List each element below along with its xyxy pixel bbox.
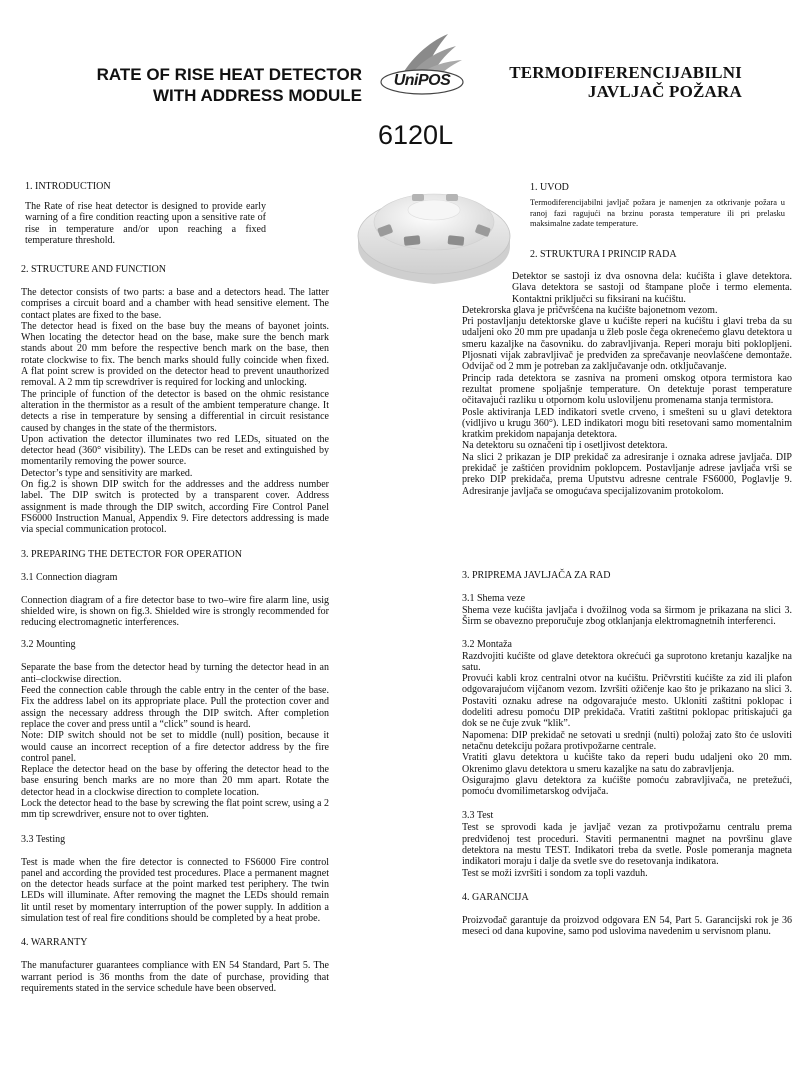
paragraph: Vratiti glavu detektora u kućište tako da reperi budu udaljeni oko 20 mm. Okrenimo glavu detektora u smeru kazaljke na satu do zabravljenja. — [462, 752, 792, 775]
paragraph: Note: DIP switch should not be set to middle (null) position, because it would cause an incorrect reception of a fire detector address by the fire control panel. — [21, 730, 329, 764]
heading-mounting-en: 3.2 Mounting — [21, 639, 76, 651]
heading-test-sr: 3.3 Test — [462, 810, 494, 822]
heading-structure-sr: 2. STRUKTURA I PRINCIP RADA — [530, 249, 677, 260]
paragraph: Upon activation the detector illuminates two red LEDs, situated on the detector head (360° visibility). The LEDs can be reset and extinguished by momentarily removing the power source. — [21, 433, 329, 468]
paragraph: Connection diagram of a fire detector base to two–wire fire alarm line, usig shielded wire, is shown on fig.3. Shielded wire is strongly recommended for reducing electromagnetic interferences. — [21, 594, 329, 629]
paragraph: Detekrorska glava je pričvršćena na kućište bajonetnom vezom. — [462, 304, 718, 316]
heading-warranty-sr: 4. GARANCIJA — [462, 891, 529, 903]
unipos-wing-logo-icon — [380, 32, 464, 106]
serbian-column — [462, 570, 792, 938]
heading-warranty-en: 4. WARRANTY — [21, 937, 88, 949]
title-english-line1: RATE OF RISE HEAT DETECTOR — [96, 65, 362, 84]
paragraph: Shema veze kućišta javljača i dvožilnog voda sa širmom je prikazana na slici 3. Širm se obavezno preporučuje zbog otklanjanja elektromagnetnih interferenci. — [462, 605, 792, 628]
paragraph: Provući kabli kroz centralni otvor na kućištu. Pričvrstiti kućište za zid ili plafon odgovarajućom vijčanom vezom. Izvršiti ožičenje kao što je prikazano na slici 3. Postaviti oznaku adrese na odgovarajuće mesto. Ukloniti zaštitni poklopac i dodeliti adresu pomoću DIP prekidača. Vratiti zaštitni poklopac pritiskajući ga dok se ne čuje zvuk “klik”. — [462, 673, 792, 730]
english-column — [21, 264, 329, 994]
heading-mounting-sr: 3.2 Montaža — [462, 638, 512, 650]
intro-text-sr: Termodiferencijabilni javljač požara je namenjen za otkrivanje požara u ranoj fazi ragujući na brzinu porasta temperature ili pri prelasku maksimalne zadate temperature. — [530, 198, 785, 229]
title-serbian-line2: JAVLJAČ POŽARA — [587, 82, 742, 101]
paragraph: The detector head is fixed on the base buy the means of bayonet joints. When locating the detector head on the base, make sure the bench mark stands about 20 mm before the respective bench mark on the base, then rotate clockwise to fix. The bench marks should fully coincide when fixed. A flat point screw is provided on the detector head to prevent unauthorized removal. A 2 mm tip screwdriver is required for locking and unlocking. — [21, 320, 329, 389]
intro-section-en — [25, 181, 266, 246]
heat-detector-image — [352, 176, 517, 286]
paragraph: Detektor se sastoji iz dva osnovna dela: kućišta i glave detektora. Glava detektora se sastoji od štampane ploče i termo elementa. Kontaktni priključci su fiksirani na kućištu. — [512, 271, 792, 305]
heading-preparing-en: 3. PREPARING THE DETECTOR FOR OPERATION — [21, 548, 242, 560]
heading-structure-en: 2. STRUCTURE AND FUNCTION — [21, 264, 167, 275]
paragraph: Test se moži izvršiti i sondom za topli vazduh. — [462, 867, 648, 879]
heading-scheme-sr: 3.1 Shema veze — [462, 593, 526, 604]
paragraph: The manufacturer guarantees compliance with EN 54 Standard, Part 5. The warrant period is 36 months from the date of purchase, providing that requirements stated in the service schedule have been observed. — [21, 960, 329, 994]
paragraph: Na detektoru su označeni tip i osetljivost detektora. — [462, 440, 668, 452]
logo-text: UniPOS — [393, 72, 451, 89]
heading-testing-en: 3.3 Testing — [21, 833, 66, 845]
structure-heading-box-sr — [530, 249, 785, 261]
intro-section-sr — [530, 182, 785, 230]
paragraph: Posle aktiviranja LED indikatori svetle crveno, i smešteni su u glavi detektora (vidljivo u krugu 360°). LED indikatori mogu biti resetovani samo momentalnim kratkim prekidom napajanja detektora. — [462, 406, 792, 441]
heading-preparing-sr: 3. PRIPREMA JAVLJAČA ZA RAD — [462, 570, 611, 581]
title-serbian-line1: TERMODIFERENCIJABILNI — [509, 63, 742, 82]
structure-section-sr — [462, 271, 792, 497]
paragraph: On fig.2 is shown DIP switch for the addresses and the address number label. The DIP switch is protected by a transparent cover. Address assignment is made through the DIP switch, according Fire Control Panel FS6000 Instruction Manual, Appendix 9. Fire detectors addressing is made via special communication protocol. — [21, 479, 329, 536]
intro-text-en: The Rate of rise heat detector is designed to provide early warning of a fire condition reacting upon a sensitive rate of rise in temperature and/or upon reaching a fixed temperature threshold. — [25, 201, 266, 246]
paragraph: The detector consists of two parts: a base and a detectors head. The latter comprises a circuit board and a chamber with head sensitive element. The contact plates are fixed to the base. — [21, 287, 329, 321]
model-number: 6120L — [378, 120, 454, 150]
paragraph: Osigurajmo glavu detektora za kućište pomoću zabravljivača, ne pretežući, pomoću dvomilimetarskog odvijača. — [462, 774, 792, 798]
title-serbian — [476, 63, 742, 101]
paragraph: Feed the connection cable through the cable entry in the center of the base. Fix the address label on its appropriate place. Pull the protection cover and assign the necessary address through the DIP switch. After completion replace the cover and press until a “click” sound is heard. — [21, 685, 329, 730]
paragraph: Detector’s type and sensitivity are marked. — [21, 467, 193, 479]
paragraph: Napomena: DIP prekidač ne setovati u srednji (nulti) položaj zato što će usloviti netačnu detekciju požara protivpožarne centrale. — [462, 729, 792, 752]
paragraph: Lock the detector head to the base by screwing the flat point screw, using a 2 mm tip screwdriver, ensure not to over tighten. — [21, 797, 329, 821]
paragraph: Replace the detector head on the base by offering the detector head to the base ensuring bench marks are no more than 20 mm apart. Rotate the detector head in a clockwise direction to complete location. — [21, 764, 329, 798]
heading-connection-en: 3.1 Connection diagram — [21, 571, 118, 583]
paragraph: Test is made when the fire detector is connected to FS6000 Fire control panel and according the provided test procedures. Place a permanent magnet on the detector heads surface at the point marked test periphery. The twin LEDs will illuminate. After removing the magnet the LEDs should remain lit until reset by momentary interruption of the power supply. In addition a simulation test of real fire conditions should be completed by a heat probe. — [21, 856, 329, 925]
paragraph: The principle of function of the detector is based on the ohmic resistance alteration in the thermistor as a result of the ambient temperature change. It detects a rise in temperature by sensing a differential in circuit resistance caused by changes in the state of the thermistors. — [21, 388, 329, 434]
paragraph: Separate the base from the detector head by turning the detector head in an anti–clockwise direction. — [21, 662, 329, 685]
paragraph: Princip rada detektora se zasniva na promeni omskog otpora termistora kao rezultat promene spoljašnje temperature. On detektuje porast temperature očitavajući razliku u otpornom kolu usloviljenu promenama stanja termistora. — [462, 372, 792, 407]
heading-intro-en: 1. INTRODUCTION — [25, 181, 111, 192]
paragraph: Test se sprovodi kada je javljač vezan za protivpožarnu centralu prema predviđenoj test proceduri. Staviti permanentni magnet na površinu glave detektora na mestu TEST. Indikatori treba da svetle. Posle pomeranja magneta indikatori moraju i dalje da svetle sve do resetovanja indikatora. — [462, 822, 792, 868]
title-english-line2: WITH ADDRESS MODULE — [152, 86, 362, 105]
paragraph: Proizvođač garantuje da proizvod odgovara EN 54, Part 5. Garancijski rok je 36 meseci od dana kupovine, samo pod uslovima navedenim u servisnom planu. — [462, 914, 792, 938]
paragraph: Na slici 2 prikazan je DIP prekidač za adresiranje i oznaka adrese javljača. DIP prekidač je zaštićen providnim poklopcem. Postavljanje adrese javljača vrši se preko DIP prekidača, prema Uputstvu adresne centrale FS6000, Poglavlje 9. Adresiranje javljača se omogućava specijalizovanim protokolom. — [462, 451, 792, 497]
paragraph: Razdvojiti kućište od glave detektora okrećući ga suprotono kretanju kazaljke na satu. — [462, 650, 792, 673]
title-english — [70, 64, 362, 106]
heading-intro-sr: 1. UVOD — [530, 182, 569, 193]
paragraph: Pri postavljanju detektorske glave u kućište reperi na kućištu i glavi treba da su udaljeni oko 20 mm pre upadanja u žleb posle čega okrenećemo glavu detektora u smeru kazaljke na časovniku. do zabravljivanja. Reperi moraju biti poklopljeni. Pljosnati vijak zabravljivač je predviđen za sprečavanje neovlašćene demontaže. Odvijač od 2 mm je potreban za zaključavanje odn. otključavanje. — [462, 316, 792, 373]
